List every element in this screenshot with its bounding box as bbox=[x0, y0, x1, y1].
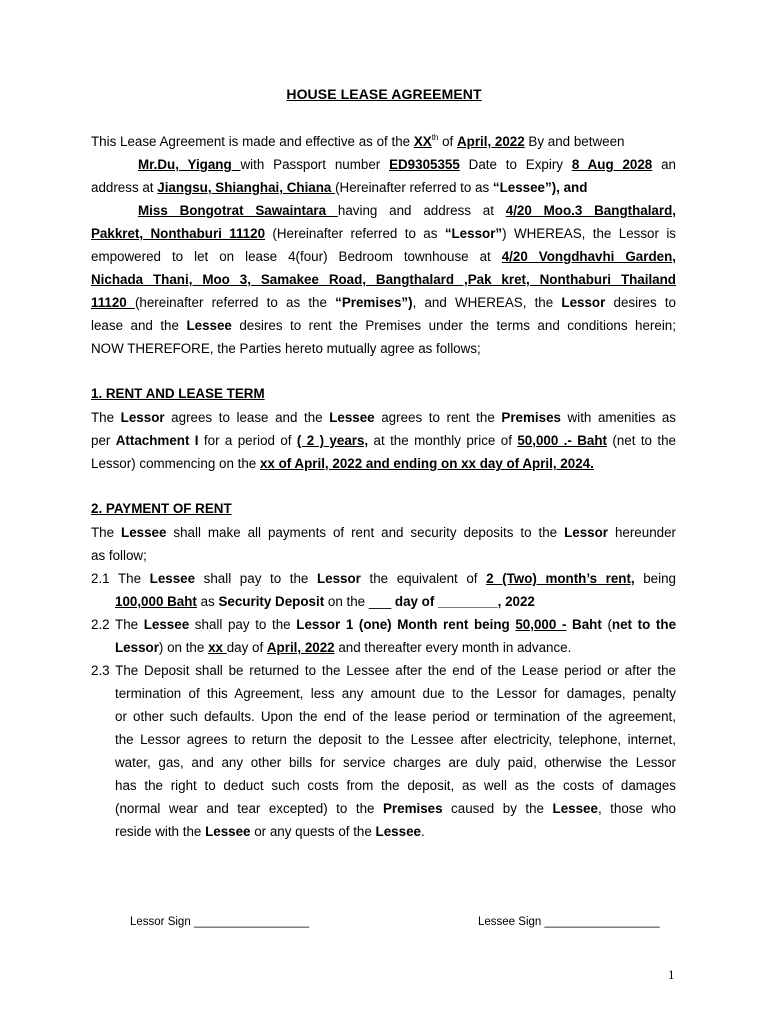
section-2-heading: 2. PAYMENT OF RENT bbox=[91, 501, 232, 516]
clause-2-2-line-2: Lessor) on the xx day of April, 2022 and thereafter every month in advance. bbox=[115, 640, 572, 655]
lessee-signature-line: Lessee Sign __________________ bbox=[478, 916, 660, 928]
s1-line-2: per Attachment I for a period of ( 2 ) years, at the monthly price of 50,000 .- Baht (net to the bbox=[91, 433, 677, 448]
intro-line-9: lease and the Lessee desires to rent the Premises under the terms and conditions herein; bbox=[91, 318, 676, 333]
clause-2-3-line-8: reside with the Lessee or any quests of the Lessee. bbox=[115, 824, 425, 839]
intro-line-2: Mr.Du, Yigang with Passport number ED9305355 Date to Expiry 8 Aug 2028 an bbox=[138, 157, 676, 172]
clause-2-3-line-7: (normal wear and tear excepted) to the Premises caused by the Lessee, those who bbox=[115, 801, 676, 816]
clause-2-2-line-1: 2.2 The Lessee shall pay to the Lessor 1 (one) Month rent being 50,000 - Baht (net to the bbox=[91, 617, 677, 632]
section-1-heading: 1. RENT AND LEASE TERM bbox=[91, 386, 265, 401]
s1-line-1: The Lessor agrees to lease and the Lessee agrees to rent the Premises with amenities as bbox=[91, 410, 677, 425]
s1-line-3: Lessor) commencing on the xx of April, 2022 and ending on xx day of April, 2024. bbox=[91, 456, 594, 471]
clause-2-3-line-1: 2.3 The Deposit shall be returned to the Lessee after the end of the Lease period or after the bbox=[91, 663, 676, 678]
s2-line-1: The Lessee shall make all payments of rent and security deposits to the Lessor hereunder bbox=[91, 525, 676, 540]
clause-2-3-line-5: water, gas, and any other bills for service charges are duly paid, otherwise the Lessor bbox=[115, 755, 676, 770]
s2-line-2: as follow; bbox=[91, 548, 147, 563]
intro-line-7: Nichada Thani, Moo 3, Samakee Road, Bangthalard ,Pak kret, Nonthaburi Thailand bbox=[91, 272, 676, 287]
intro-line-10: NOW THEREFORE, the Parties hereto mutually agree as follows; bbox=[91, 341, 481, 356]
intro-line-1: This Lease Agreement is made and effective as of the XXth of April, 2022 By and between bbox=[91, 133, 625, 149]
clause-2-3-line-2: termination of this Agreement, less any amount due to the Lessor for damages, penalty bbox=[115, 686, 676, 701]
intro-line-6: empowered to let on lease 4(four) Bedroom townhouse at 4/20 Vongdhavhi Garden, bbox=[91, 249, 676, 264]
clause-2-3-line-6: has the right to deduct such costs from the deposit, as well as the costs of damages bbox=[115, 778, 676, 793]
intro-line-5: Pakkret, Nonthaburi 11120 (Hereinafter referred to as “Lessor”) WHEREAS, the Lessor is bbox=[91, 226, 676, 241]
clause-2-3-line-3: or other such defaults. Upon the end of the lease period or termination of the agreement, bbox=[115, 709, 676, 724]
intro-line-8: 11120 (hereinafter referred to as the “Premises”), and WHEREAS, the Lessor desires to bbox=[91, 295, 677, 310]
lessor-signature-line: Lessor Sign __________________ bbox=[130, 916, 310, 928]
clause-2-1-line-1: 2.1 The Lessee shall pay to the Lessor the equivalent of 2 (Two) month’s rent, being bbox=[91, 571, 677, 586]
page-number: 1 bbox=[668, 967, 675, 982]
clause-2-1-line-2: 100,000 Baht as Security Deposit on the ___ day of ________, 2022 bbox=[115, 594, 535, 609]
clause-2-3-line-4: the Lessor agrees to return the deposit to the Lessee after electricity, telephone, internet, bbox=[115, 732, 676, 747]
intro-line-4: Miss Bongotrat Sawaintara having and address at 4/20 Moo.3 Bangthalard, bbox=[138, 203, 676, 218]
document-title: HOUSE LEASE AGREEMENT bbox=[286, 86, 482, 102]
intro-line-3: address at Jiangsu, Shianghai, Chiana (Hereinafter referred to as “Lessee”), and bbox=[91, 180, 588, 195]
